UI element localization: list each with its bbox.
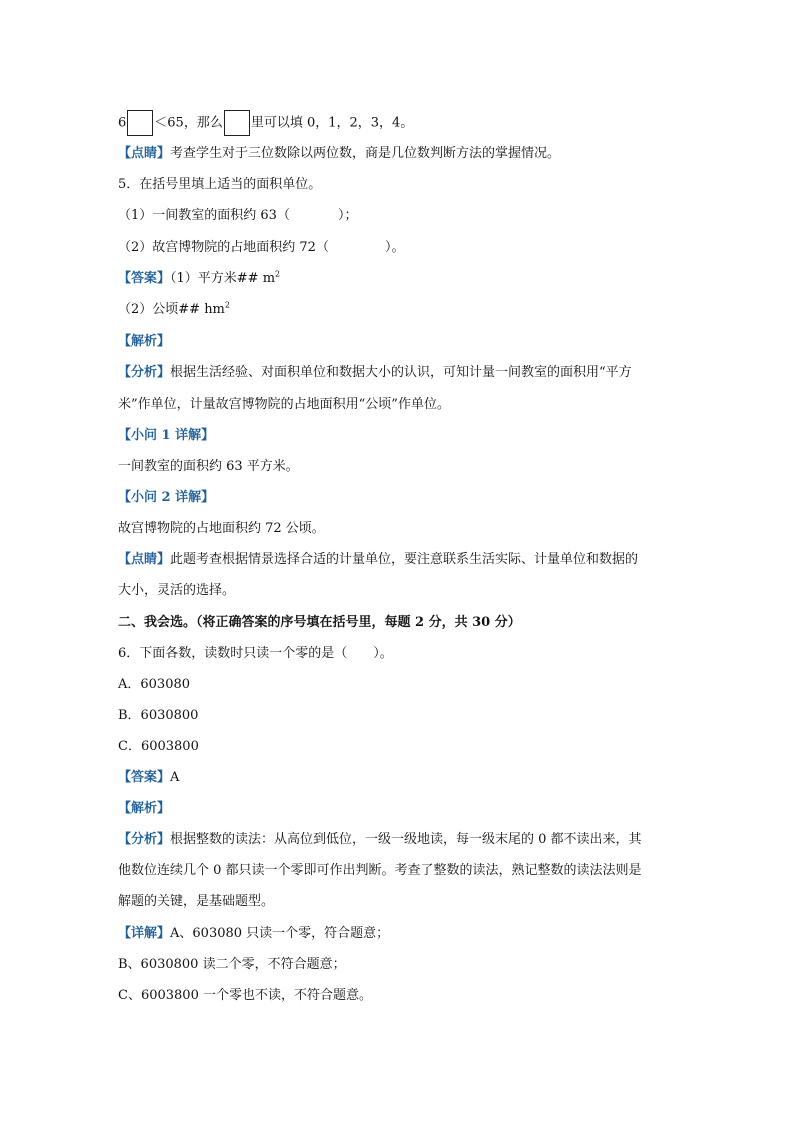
q6-xiangjie-1: 【详解】A、603080 只读一个零，符合题意； (118, 926, 390, 941)
q6-xiangjie-2: B、6030800 读二个零，不符合题意； (118, 957, 346, 972)
q5-fenxi-2: 米”作单位，计量故宫博物院的占地面积用“公顷”作单位。 (118, 397, 450, 412)
section-2-heading: 二、我会选。（将正确答案的序号填在括号里，每题 2 分，共 30 分） (118, 615, 521, 630)
q6-option-a: A．603080 (118, 677, 191, 692)
blank-box-2[interactable] (224, 110, 250, 136)
q5-jiexi: 【解析】 (118, 334, 171, 349)
line-fill-boxes: 6 ＜65，那么 里可以填 0，1，2，3，4。 (118, 110, 413, 136)
q6-jiexi: 【解析】 (118, 801, 171, 816)
q5-item-1: （1）一间教室的面积约 63（ ）； (118, 208, 358, 223)
q5-title: 5．在括号里填上适当的面积单位。 (118, 177, 322, 192)
q6-fenxi-1: 【分析】根据整数的读法：从高位到低位，一级一级地读，每一级末尾的 0 都不读出来，其 (118, 832, 642, 847)
q5-dianjing-1: 【点睛】此题考查根据情景选择合适的计量单位，要注意联系生活实际、计量单位和数据的 (118, 552, 639, 567)
q5-fenxi-1: 【分析】根据生活经验、对面积单位和数据大小的认识，可知计量一间教室的面积用“平方 (118, 365, 632, 380)
q6-answer: 【答案】A (118, 770, 180, 785)
q5-answer-1: 【答案】（1）平方米## $m^2$ (118, 269, 281, 286)
q6-fenxi-3: 解题的关键，是基础题型。 (118, 894, 275, 909)
dianjing-1: 【点睛】考查学生对于三位数除以两位数，商是几位数判断方法的掌握情况。 (118, 146, 561, 161)
q5-sub1-text: 一间教室的面积约 63 平方米。 (118, 459, 299, 474)
q5-item-2: （2）故宫博物院的占地面积约 72（ ）。 (118, 240, 405, 255)
q6-fenxi-2: 他数位连续几个 0 都只读一个零即可作出判断。考查了整数的读法，熟记整数的读法法则是 (118, 863, 642, 878)
q6-option-c: C．6003800 (118, 739, 199, 754)
q6-xiangjie-3: C、6003800 一个零也不读，不符合题意。 (118, 988, 372, 1003)
q6-option-b: B．6030800 (118, 708, 199, 723)
q5-answer-2: （2）公顷## $hm^2$ (118, 300, 230, 317)
q5-dianjing-2: 大小，灵活的选择。 (118, 583, 236, 598)
q5-sub2-text: 故宫博物院的占地面积约 72 公顷。 (118, 521, 325, 536)
blank-box-1[interactable] (127, 110, 153, 136)
q6-title: 6．下面各数，读数时只读一个零的是（ ）。 (118, 646, 393, 661)
q5-sub1-tag: 【小问 1 详解】 (118, 428, 215, 443)
q5-sub2-tag: 【小问 2 详解】 (118, 490, 215, 505)
